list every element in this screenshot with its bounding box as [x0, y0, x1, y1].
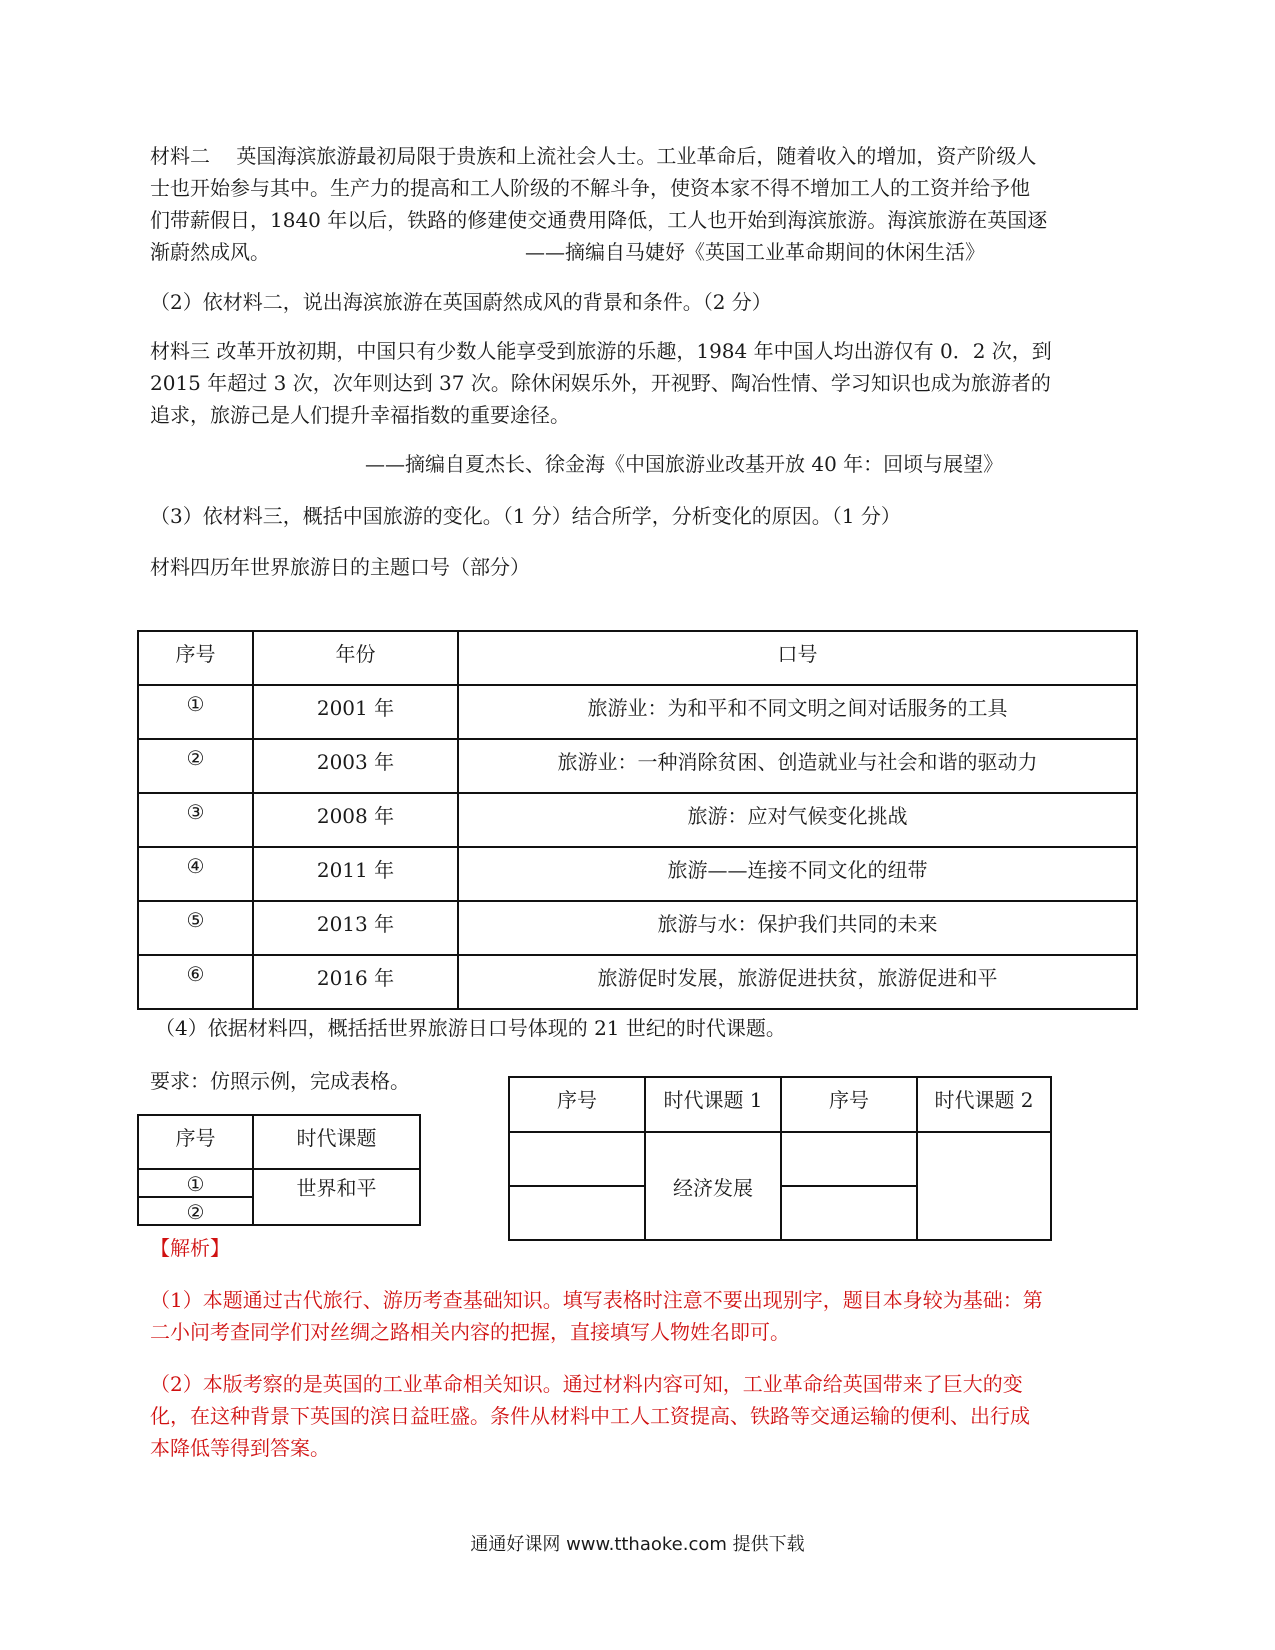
slogan-table	[137, 630, 1138, 1010]
answer-cell[interactable]	[917, 1132, 1051, 1240]
table-row	[138, 1169, 420, 1197]
material-three-line: 追求，旅游己是人们提升幸福指数的重要途径。	[150, 403, 570, 427]
analysis-paragraph-two	[150, 1368, 1135, 1464]
table-header-row	[138, 631, 1137, 685]
table-row	[138, 901, 1137, 955]
material-two-last-line	[150, 236, 1135, 268]
table-row	[509, 1132, 1051, 1186]
header-cell: 口号	[458, 631, 1137, 685]
table-cell: ②	[138, 1197, 253, 1225]
material-two-line: 渐蔚然成风。	[150, 240, 270, 264]
table-cell: 旅游业：为和平和不同文明之间对话服务的工具	[458, 685, 1137, 739]
header-cell: 序号	[781, 1077, 917, 1132]
analysis-label: 【解析】	[150, 1236, 230, 1260]
analysis-line: 本降低等得到答案。	[150, 1436, 330, 1460]
table-cell: 世界和平	[253, 1169, 420, 1225]
requirement-text: 要求：仿照示例，完成表格。	[150, 1069, 410, 1093]
material-two-line: 士也开始参与其中。生产力的提高和工人阶级的不解斗争，使资本家不得不增加工人的工资并给予他	[150, 176, 1030, 200]
header-cell: 年份	[253, 631, 458, 685]
table-cell: ①	[138, 1169, 253, 1197]
material-four-title: 材料四历年世界旅游日的主题口号（部分）	[150, 555, 530, 579]
question-four: （4）依据材料四，概括括世界旅游日口号体现的 21 世纪的时代课题。	[155, 1016, 786, 1040]
question-two: （2）依材料二，说出海滨旅游在英国蔚然成风的背景和条件。（2 分）	[150, 290, 772, 314]
table-cell: 2001 年	[253, 685, 458, 739]
material-three-source: ——摘编自夏杰长、徐金海《中国旅游业改基开放 40 年：回顷与展望》	[365, 452, 1004, 476]
table-header-row	[138, 1115, 420, 1169]
table-cell: 旅游与水：保护我们共同的未来	[458, 901, 1137, 955]
header-cell: 时代课题 2	[917, 1077, 1051, 1132]
table-cell: 旅游：应对气候变化挑战	[458, 793, 1137, 847]
table-row	[138, 685, 1137, 739]
material-three-line: 材料三 改革开放初期，中国只有少数人能享受到旅游的乐趣，1984 年中国人均出游仅有 0．2 次，到	[150, 339, 1052, 363]
material-two-line: 们带薪假日，1840 年以后，铁路的修建使交通费用降低，工人也开始到海滨旅游。海滨旅游在英国逐	[150, 208, 1048, 232]
header-cell: 序号	[138, 631, 253, 685]
table-cell: 旅游业：一种消除贫困、创造就业与社会和谐的驱动力	[458, 739, 1137, 793]
analysis-paragraph-one	[150, 1284, 1135, 1348]
table-cell: 2016 年	[253, 955, 458, 1009]
table-row	[138, 847, 1137, 901]
material-two	[150, 140, 1135, 268]
material-two-source: ——摘编自马婕妤《英国工业革命期间的休闲生活》	[525, 240, 985, 264]
table-header-row	[509, 1077, 1051, 1132]
answer-table	[508, 1076, 1052, 1241]
table-cell: ⑥	[138, 955, 253, 1009]
analysis-line: 化，在这种背景下英国的滨日益旺盛。条件从材料中工人工资提高、铁路等交通运输的便利、出行成	[150, 1404, 1030, 1428]
header-cell: 时代课题 1	[645, 1077, 781, 1132]
analysis-line: （1）本题通过古代旅行、游历考查基础知识。填写表格时注意不要出现别字，题目本身较为基础：第	[150, 1288, 1043, 1312]
table-cell: ①	[138, 685, 253, 739]
header-cell: 时代课题	[253, 1115, 420, 1169]
material-two-line: 材料二 英国海滨旅游最初局限于贵族和上流社会人士。工业革命后，随着收入的增加，资产阶级人	[150, 144, 1037, 168]
material-three-line: 2015 年超过 3 次，次年则达到 37 次。除休闲娱乐外，开视野、陶冶性情、学习知识也成为旅游者的	[150, 371, 1051, 395]
table-cell: 2008 年	[253, 793, 458, 847]
table-cell: 旅游促时发展，旅游促进扶贫，旅游促进和平	[458, 955, 1137, 1009]
footer-text: 通通好课网 www.tthaoke.com 提供下载	[470, 1534, 805, 1555]
table-cell: 旅游——连接不同文化的纽带	[458, 847, 1137, 901]
header-cell: 序号	[138, 1115, 253, 1169]
table-cell: ②	[138, 739, 253, 793]
question-three: （3）依材料三，概括中国旅游的变化。（1 分）结合所学，分析变化的原因。（1 分）	[150, 504, 901, 528]
table-cell: ③	[138, 793, 253, 847]
table-cell: 2011 年	[253, 847, 458, 901]
table-row	[138, 793, 1137, 847]
analysis-line: （2）本版考察的是英国的工业革命相关知识。通过材料内容可知，工业革命给英国带来了巨大的变	[150, 1372, 1023, 1396]
answer-cell[interactable]	[509, 1132, 645, 1186]
table-cell: ⑤	[138, 901, 253, 955]
table-cell: 2013 年	[253, 901, 458, 955]
answer-cell[interactable]	[781, 1132, 917, 1186]
table-row	[138, 955, 1137, 1009]
material-three	[150, 335, 1135, 431]
table-cell: ④	[138, 847, 253, 901]
table-cell: 经济发展	[645, 1132, 781, 1240]
analysis-line: 二小问考查同学们对丝绸之路相关内容的把握，直接填写人物姓名即可。	[150, 1320, 790, 1344]
header-cell: 序号	[509, 1077, 645, 1132]
table-row	[138, 739, 1137, 793]
table-cell: 2003 年	[253, 739, 458, 793]
example-table	[137, 1114, 421, 1226]
